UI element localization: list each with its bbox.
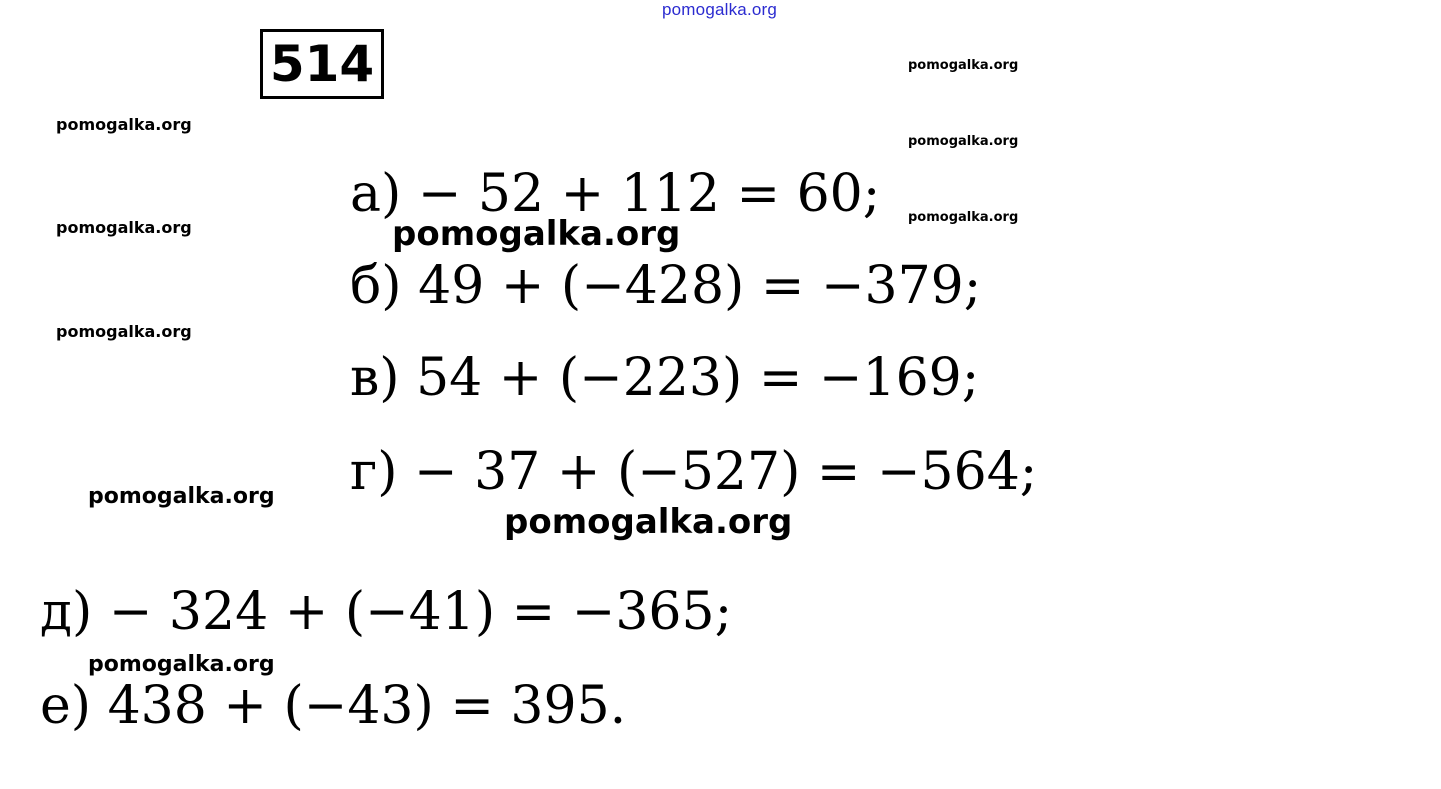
equation-v: в) 54 + (−223) = −169;: [350, 348, 980, 408]
header-watermark: pomogalka.org: [662, 0, 778, 19]
watermark-center-2: pomogalka.org: [504, 502, 793, 542]
watermark-left-1: pomogalka.org: [56, 115, 192, 134]
watermark-left-4: pomogalka.org: [88, 484, 275, 509]
problem-number-box: [260, 29, 384, 99]
equation-e: е) 438 + (−43) = 395.: [40, 676, 627, 736]
watermark-center-1: pomogalka.org: [392, 214, 681, 254]
equation-b: б) 49 + (−428) = −379;: [350, 256, 982, 316]
watermark-left-2: pomogalka.org: [56, 218, 192, 237]
equation-d: д) − 324 + (−41) = −365;: [40, 582, 733, 642]
watermark-right-3: pomogalka.org: [908, 210, 1019, 225]
equation-a: а) − 52 + 112 = 60;: [350, 164, 881, 224]
equation-g: г) − 37 + (−527) = −564;: [350, 442, 1038, 502]
problem-number: 514: [269, 35, 375, 93]
watermark-left-5: pomogalka.org: [88, 652, 275, 677]
watermark-right-1: pomogalka.org: [908, 58, 1019, 73]
watermark-left-3: pomogalka.org: [56, 322, 192, 341]
watermark-right-2: pomogalka.org: [908, 134, 1019, 149]
